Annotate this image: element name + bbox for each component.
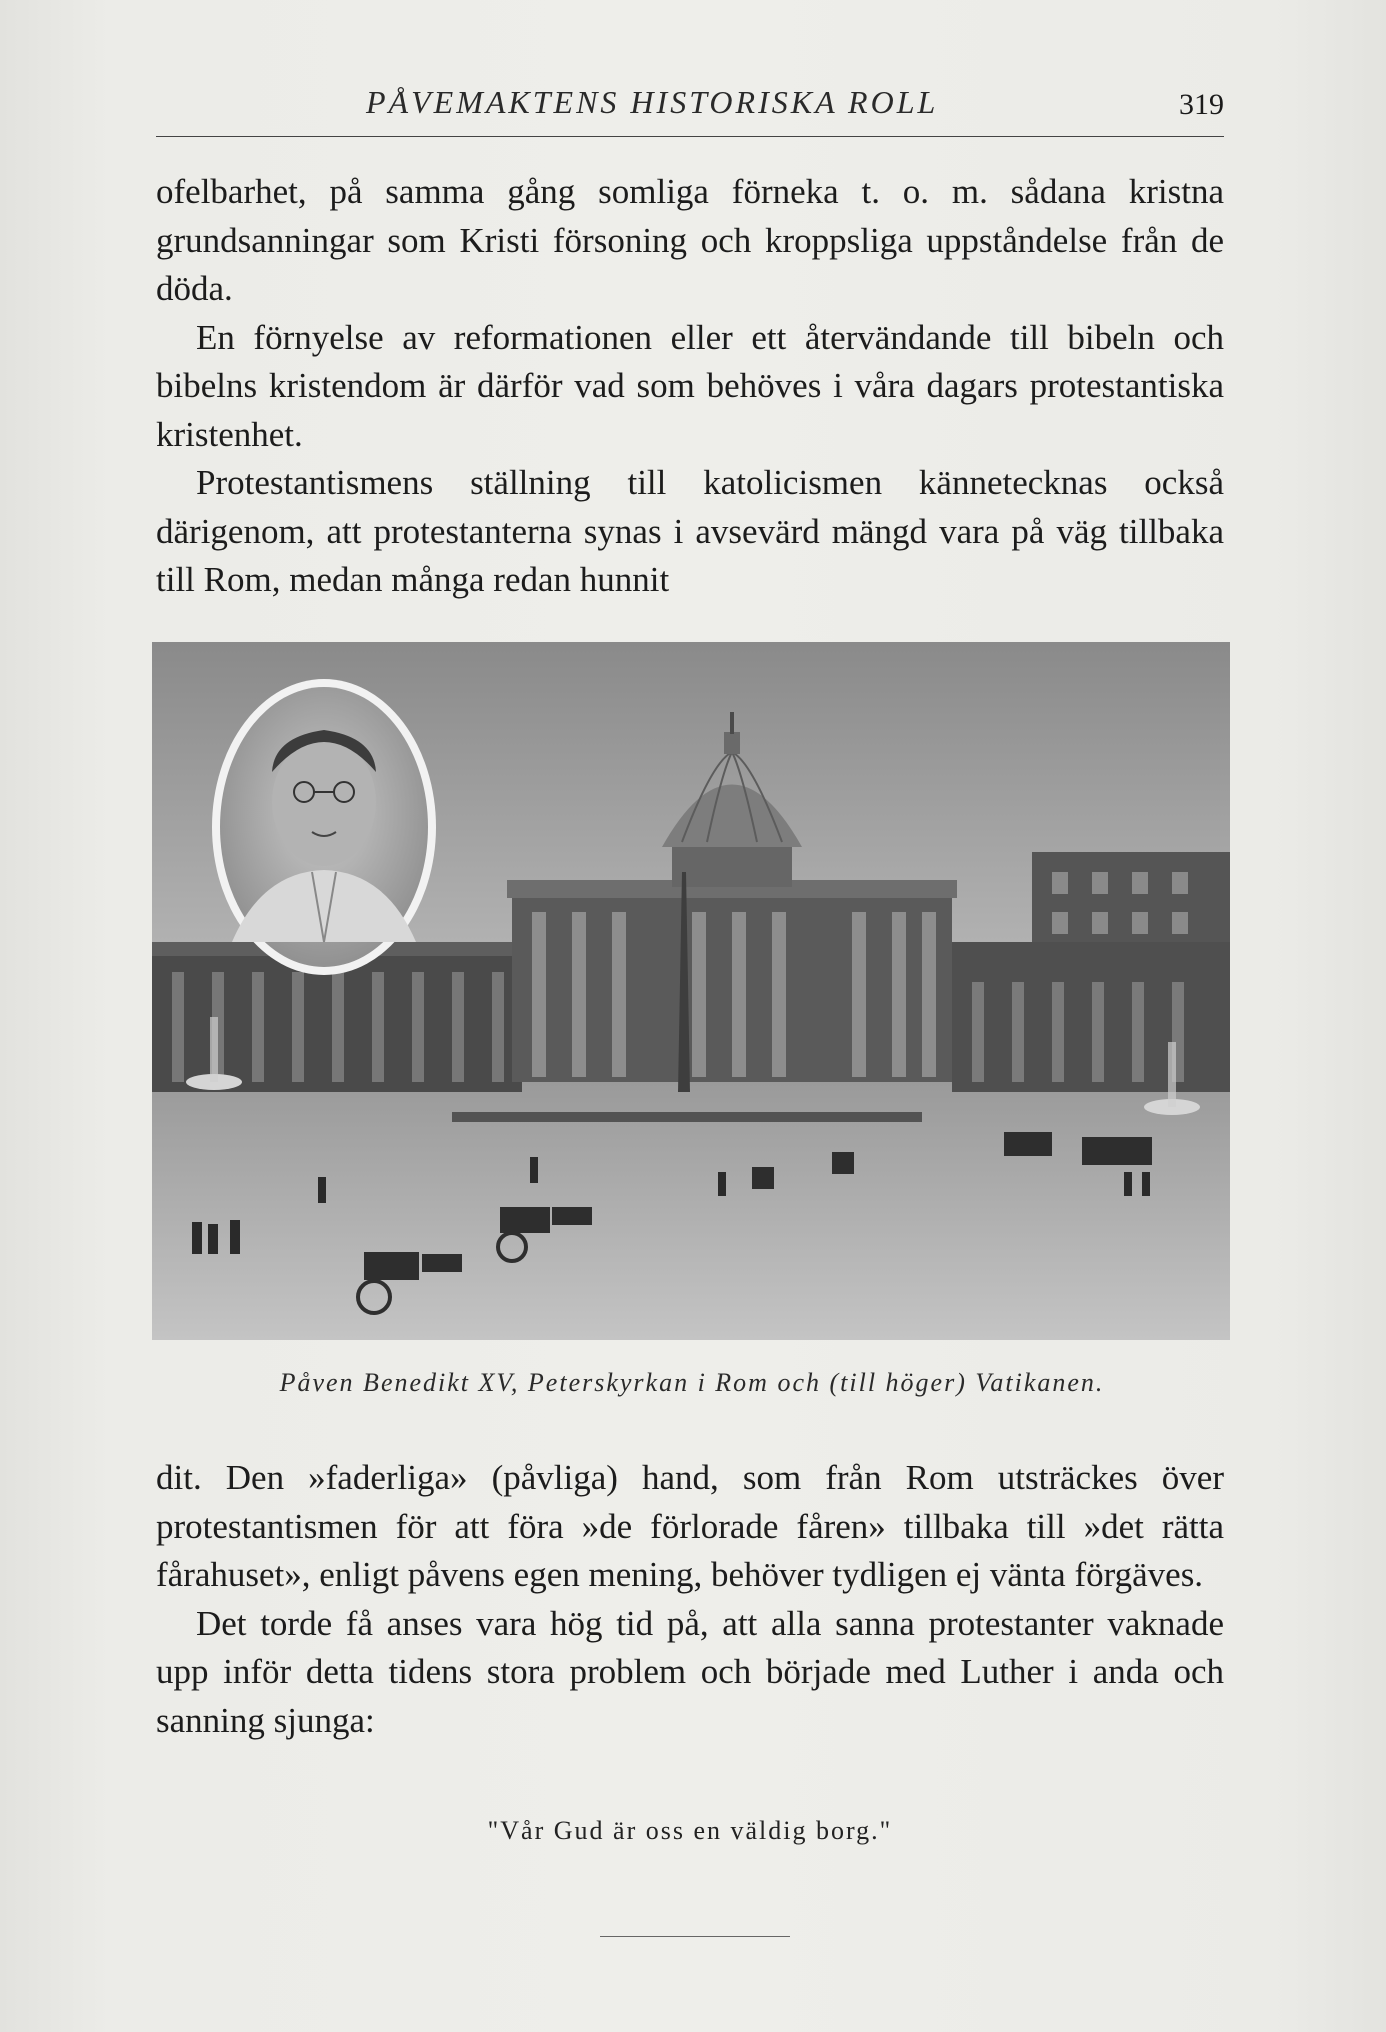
running-head xyxy=(156,84,1224,137)
body-text-bottom xyxy=(156,1454,1224,1745)
figure-caption: Påven Benedikt XV, Peterskyrkan i Rom och (till höger) Vatikanen. xyxy=(279,1368,1105,1397)
halftone-photograph xyxy=(152,642,1230,1340)
body-text-top xyxy=(156,168,1224,605)
paragraph: Protestantismens ställning till katolicismen kännetecknas också därigenom, att protestanterna synas i avsevärd mängd vara på väg tillbaka till Rom, medan många redan hunnit xyxy=(156,463,1224,599)
end-rule xyxy=(600,1936,790,1937)
page-number: 319 xyxy=(1179,88,1224,121)
paragraph: En förnyelse av reformationen eller ett återvändande till bibeln och bibelns kristendom är därför vad som behöves i våra dagars protestantiska kristenhet. xyxy=(156,317,1224,454)
hymn-quote: "Vår Gud är oss en väldig borg." xyxy=(487,1816,893,1845)
paragraph: ofelbarhet, på samma gång somliga förneka t. o. m. sådana kristna grundsanningar som Kristi försoning och kroppsliga uppståndelse från de döda. xyxy=(156,172,1224,308)
photo-illustration xyxy=(152,642,1230,1340)
running-title: PÅVEMAKTENS HISTORISKA ROLL xyxy=(366,84,939,120)
paragraph: Det torde få anses vara hög tid på, att alla sanna protestanter vaknade upp inför detta tidens stora problem och började med Luther i anda och sanning sjunga: xyxy=(156,1603,1224,1740)
paragraph: dit. Den »faderliga» (påvliga) hand, som från Rom utsträckes över protestantismen för att föra »de förlorade fåren» tillbaka till »det rätta fårahuset», enligt påvens egen mening, behöver tydligen ej vänta förgäves. xyxy=(156,1458,1224,1594)
